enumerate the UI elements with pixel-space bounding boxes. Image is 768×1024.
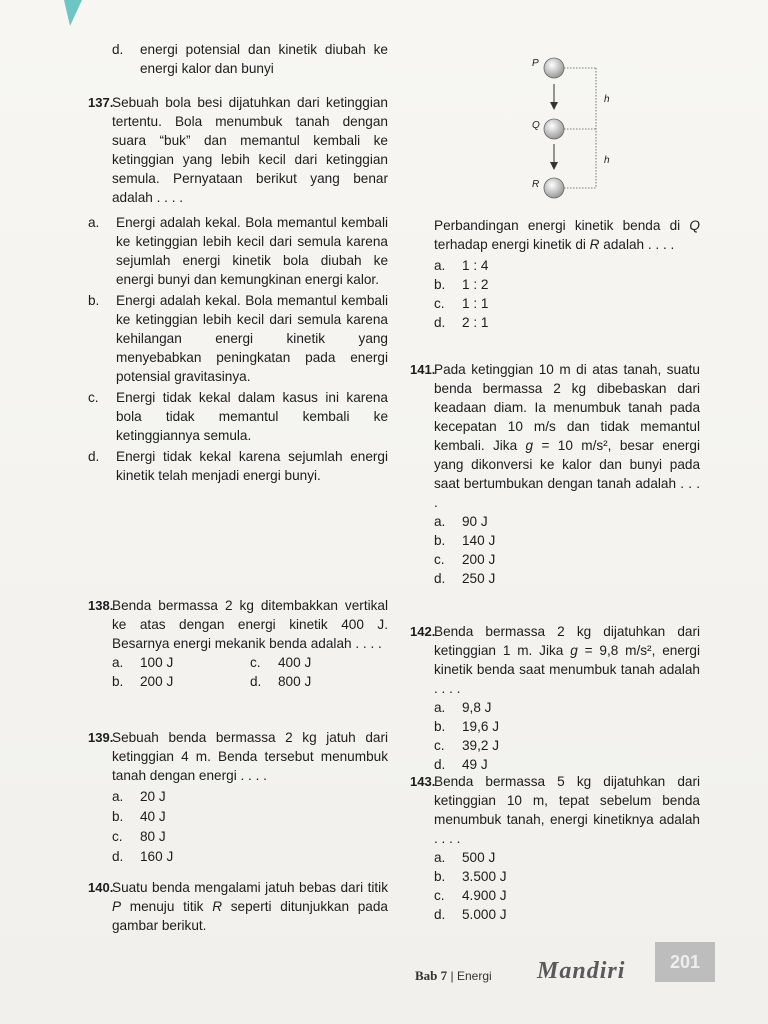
option-list — [88, 213, 388, 485]
option-text: 4.900 J — [462, 888, 507, 903]
option-c — [434, 294, 700, 313]
option-text: 40 J — [140, 809, 166, 824]
question-number: 141. — [410, 362, 436, 377]
option-b — [434, 867, 700, 886]
option-text: Energi tidak kekal karena sejumlah energi kinetik telah menjadi energi bunyi. — [116, 449, 388, 483]
option-d — [434, 569, 700, 588]
question-prompt — [434, 216, 700, 254]
chapter-label: Bab 7 — [415, 968, 448, 983]
option-d — [112, 847, 388, 867]
option-label: d. — [112, 42, 124, 57]
question-stem: Sebuah benda bermassa 2 kg jatuh dari ketinggian 4 m. Benda tersebut menumbuk tanah dengan energi . . . . — [112, 730, 388, 783]
option-text: 80 J — [140, 829, 166, 844]
question-139 — [88, 728, 388, 867]
option-c — [250, 653, 388, 672]
question-142 — [410, 622, 700, 774]
question-138 — [88, 596, 388, 691]
option-text: 200 J — [462, 552, 496, 567]
point-q: Q — [689, 218, 700, 233]
question-stem: Benda bermassa 2 kg ditembakkan vertikal ke atas dengan energi kinetik 400 J. Besarnya energi mekanik benda adalah . . . . — [112, 598, 388, 651]
option-text: Energi adalah kekal. Bola memantul kembali ke ketinggian lebih kecil dari semula karena sejumlah energi kinetik bola diubah ke energi bunyi dan kemungkinan energi kalor. — [116, 215, 388, 287]
stem-text-2: = 9,8 m/s², energi kinetik benda saat menumbuk tanah adalah . . . . — [434, 643, 701, 696]
option-c — [434, 886, 700, 905]
option-c — [88, 388, 388, 445]
option-grid — [112, 653, 388, 691]
question-stem: Sebuah bola besi dijatuhkan dari ketinggian tertentu. Bola menumbuk tanah dengan suara “buk” dan memantul kembali ke ketinggian yang lebih kecil dari ketinggian semula. Pernyataan berikut yang benar adalah . . . . — [112, 95, 388, 205]
stem-text-1: Suatu benda mengalami jatuh bebas dari titik — [112, 880, 388, 895]
option-text: 49 J — [462, 757, 488, 772]
label-q: Q — [532, 120, 540, 131]
option-d — [88, 447, 388, 485]
option-label: d. — [434, 907, 446, 922]
option-label: c. — [250, 655, 261, 670]
option-label: a. — [434, 850, 446, 865]
option-text: 1 : 4 — [462, 258, 489, 273]
option-d — [434, 313, 700, 332]
prompt-text-2: terhadap energi kinetik di — [434, 237, 590, 252]
symbol-g: g — [525, 438, 534, 453]
question-number: 143. — [410, 774, 436, 789]
option-label: a. — [434, 258, 446, 273]
stem-text-1: Benda bermassa 2 kg dijatuhkan dari ketinggian 1 m. Jika — [434, 624, 700, 658]
option-text: 2 : 1 — [462, 315, 489, 330]
question-140 — [88, 878, 388, 935]
option-b — [434, 531, 700, 550]
option-text: 1 : 2 — [462, 277, 489, 292]
height-guide-lines — [564, 68, 596, 188]
option-label: b. — [434, 719, 446, 734]
option-list — [434, 848, 700, 924]
option-text: 140 J — [462, 533, 496, 548]
option-text: 800 J — [278, 674, 312, 689]
question-number: 138. — [88, 598, 114, 613]
option-label: c. — [434, 296, 445, 311]
option-text: 3.500 J — [462, 869, 507, 884]
option-label: b. — [88, 293, 100, 308]
chapter-topic: Energi — [456, 969, 492, 983]
option-text: 5.000 J — [462, 907, 507, 922]
option-label: a. — [434, 700, 446, 715]
option-a — [434, 698, 700, 717]
option-d — [250, 672, 388, 691]
question-stem — [434, 360, 700, 512]
free-fall-figure — [520, 52, 630, 202]
arrow-down-icon — [550, 84, 558, 110]
option-label: d. — [112, 849, 124, 864]
option-d — [434, 905, 700, 924]
option-label: c. — [88, 390, 99, 405]
option-b — [88, 291, 388, 386]
prompt-text-1: Perbandingan energi kinetik benda di — [434, 218, 690, 233]
option-label: a. — [88, 215, 100, 230]
option-text: 90 J — [462, 514, 488, 529]
option-label: a. — [112, 655, 124, 670]
option-list — [434, 256, 700, 332]
point-r: R — [212, 899, 223, 914]
option-text: 200 J — [140, 674, 174, 689]
footer-separator: | — [450, 969, 454, 983]
label-p: P — [532, 58, 539, 69]
option-text: 20 J — [140, 789, 166, 804]
page-footer — [415, 968, 492, 984]
question-number: 142. — [410, 624, 436, 639]
option-text: Energi adalah kekal. Bola memantul kembali ke ketinggian lebih kecil dari semula karena kehilangan energi kinetik yang menyebabkan peningkatan pada energi potensial gravitasinya. — [116, 293, 388, 384]
label-h-upper: h — [604, 94, 610, 105]
option-label: b. — [434, 533, 446, 548]
option-b — [434, 275, 700, 294]
option-label: a. — [112, 789, 124, 804]
option-a — [434, 256, 700, 275]
ball-q — [544, 119, 564, 139]
option-text: 9,8 J — [462, 700, 492, 715]
option-label: d. — [250, 674, 262, 689]
point-p: P — [112, 899, 122, 914]
option-list — [434, 512, 700, 588]
option-list — [112, 787, 388, 867]
question-stem: Benda bermassa 5 kg dijatuhkan dari ketinggian 10 m, tepat sebelum benda menumbuk tanah, energi kinetiknya adalah . . . . — [434, 774, 700, 846]
teal-corner-mark — [60, 0, 90, 28]
label-r: R — [532, 179, 540, 190]
option-text: 400 J — [278, 655, 312, 670]
brand-logo: Mandiri — [537, 958, 626, 984]
label-h-lower: h — [604, 155, 610, 166]
option-label: a. — [434, 514, 446, 529]
stem-text-2: = 10 m/s², besar energi yang dikonversi ke kalor dan bunyi pada saat bertumbukan dengan tanah adalah . . . . — [434, 438, 700, 510]
option-label: d. — [434, 757, 446, 772]
option-label: c. — [434, 552, 445, 567]
option-label: b. — [434, 869, 446, 884]
option-c — [112, 827, 388, 847]
option-b — [112, 672, 250, 691]
option-label: d. — [434, 571, 446, 586]
option-text: 100 J — [140, 655, 174, 670]
prompt-text-3: adalah . . . . — [599, 237, 675, 252]
option-a — [434, 512, 700, 531]
question-143 — [410, 772, 700, 924]
question-stem — [434, 622, 700, 698]
stem-text-3: seperti ditunjukkan pada gambar berikut. — [112, 899, 388, 933]
stem-text-1: Pada ketinggian 10 m di atas tanah, suatu benda bermassa 2 kg dibebaskan dari keadaan diam. Ia menumbuk tanah pada kecepatan 10 m/s dan tidak memantul kembali. Jika — [434, 362, 700, 453]
option-a — [434, 848, 700, 867]
option-c — [434, 550, 700, 569]
option-label: b. — [112, 809, 124, 824]
option-label: c. — [112, 829, 123, 844]
option-text: energi potensial dan kinetik diubah ke energi kalor dan bunyi — [140, 42, 388, 76]
option-b — [434, 717, 700, 736]
point-r: R — [589, 237, 600, 252]
symbol-g: g — [570, 643, 578, 658]
option-b — [112, 807, 388, 827]
question-140-continued — [434, 216, 700, 332]
option-label: d. — [434, 315, 446, 330]
option-label: c. — [434, 888, 445, 903]
option-c — [434, 736, 700, 755]
option-label: b. — [112, 674, 124, 689]
option-label: d. — [88, 449, 100, 464]
q136-option-d — [112, 40, 388, 78]
option-label: b. — [434, 277, 446, 292]
option-text: 39,2 J — [462, 738, 500, 753]
option-a — [88, 213, 388, 289]
question-137 — [88, 93, 388, 485]
stem-text-2: menuju titik — [121, 899, 213, 914]
option-text: 250 J — [462, 571, 496, 586]
option-text: 160 J — [140, 849, 174, 864]
question-number: 139. — [88, 730, 114, 745]
question-141 — [410, 360, 700, 588]
question-stem — [112, 878, 388, 935]
arrow-down-icon — [550, 144, 558, 170]
question-number: 137. — [88, 95, 114, 110]
page-number: 201 — [655, 942, 715, 982]
option-text: 500 J — [462, 850, 496, 865]
option-text: Energi tidak kekal dalam kasus ini karena bola tidak memantul kembali ke ketinggiannya semula. — [116, 390, 388, 443]
option-a — [112, 653, 250, 672]
ball-p — [544, 58, 564, 78]
option-label: c. — [434, 738, 445, 753]
question-number: 140. — [88, 880, 114, 895]
option-text: 1 : 1 — [462, 296, 489, 311]
ball-r — [544, 178, 564, 198]
option-a — [112, 787, 388, 807]
option-text: 19,6 J — [462, 719, 500, 734]
option-list — [434, 698, 700, 774]
